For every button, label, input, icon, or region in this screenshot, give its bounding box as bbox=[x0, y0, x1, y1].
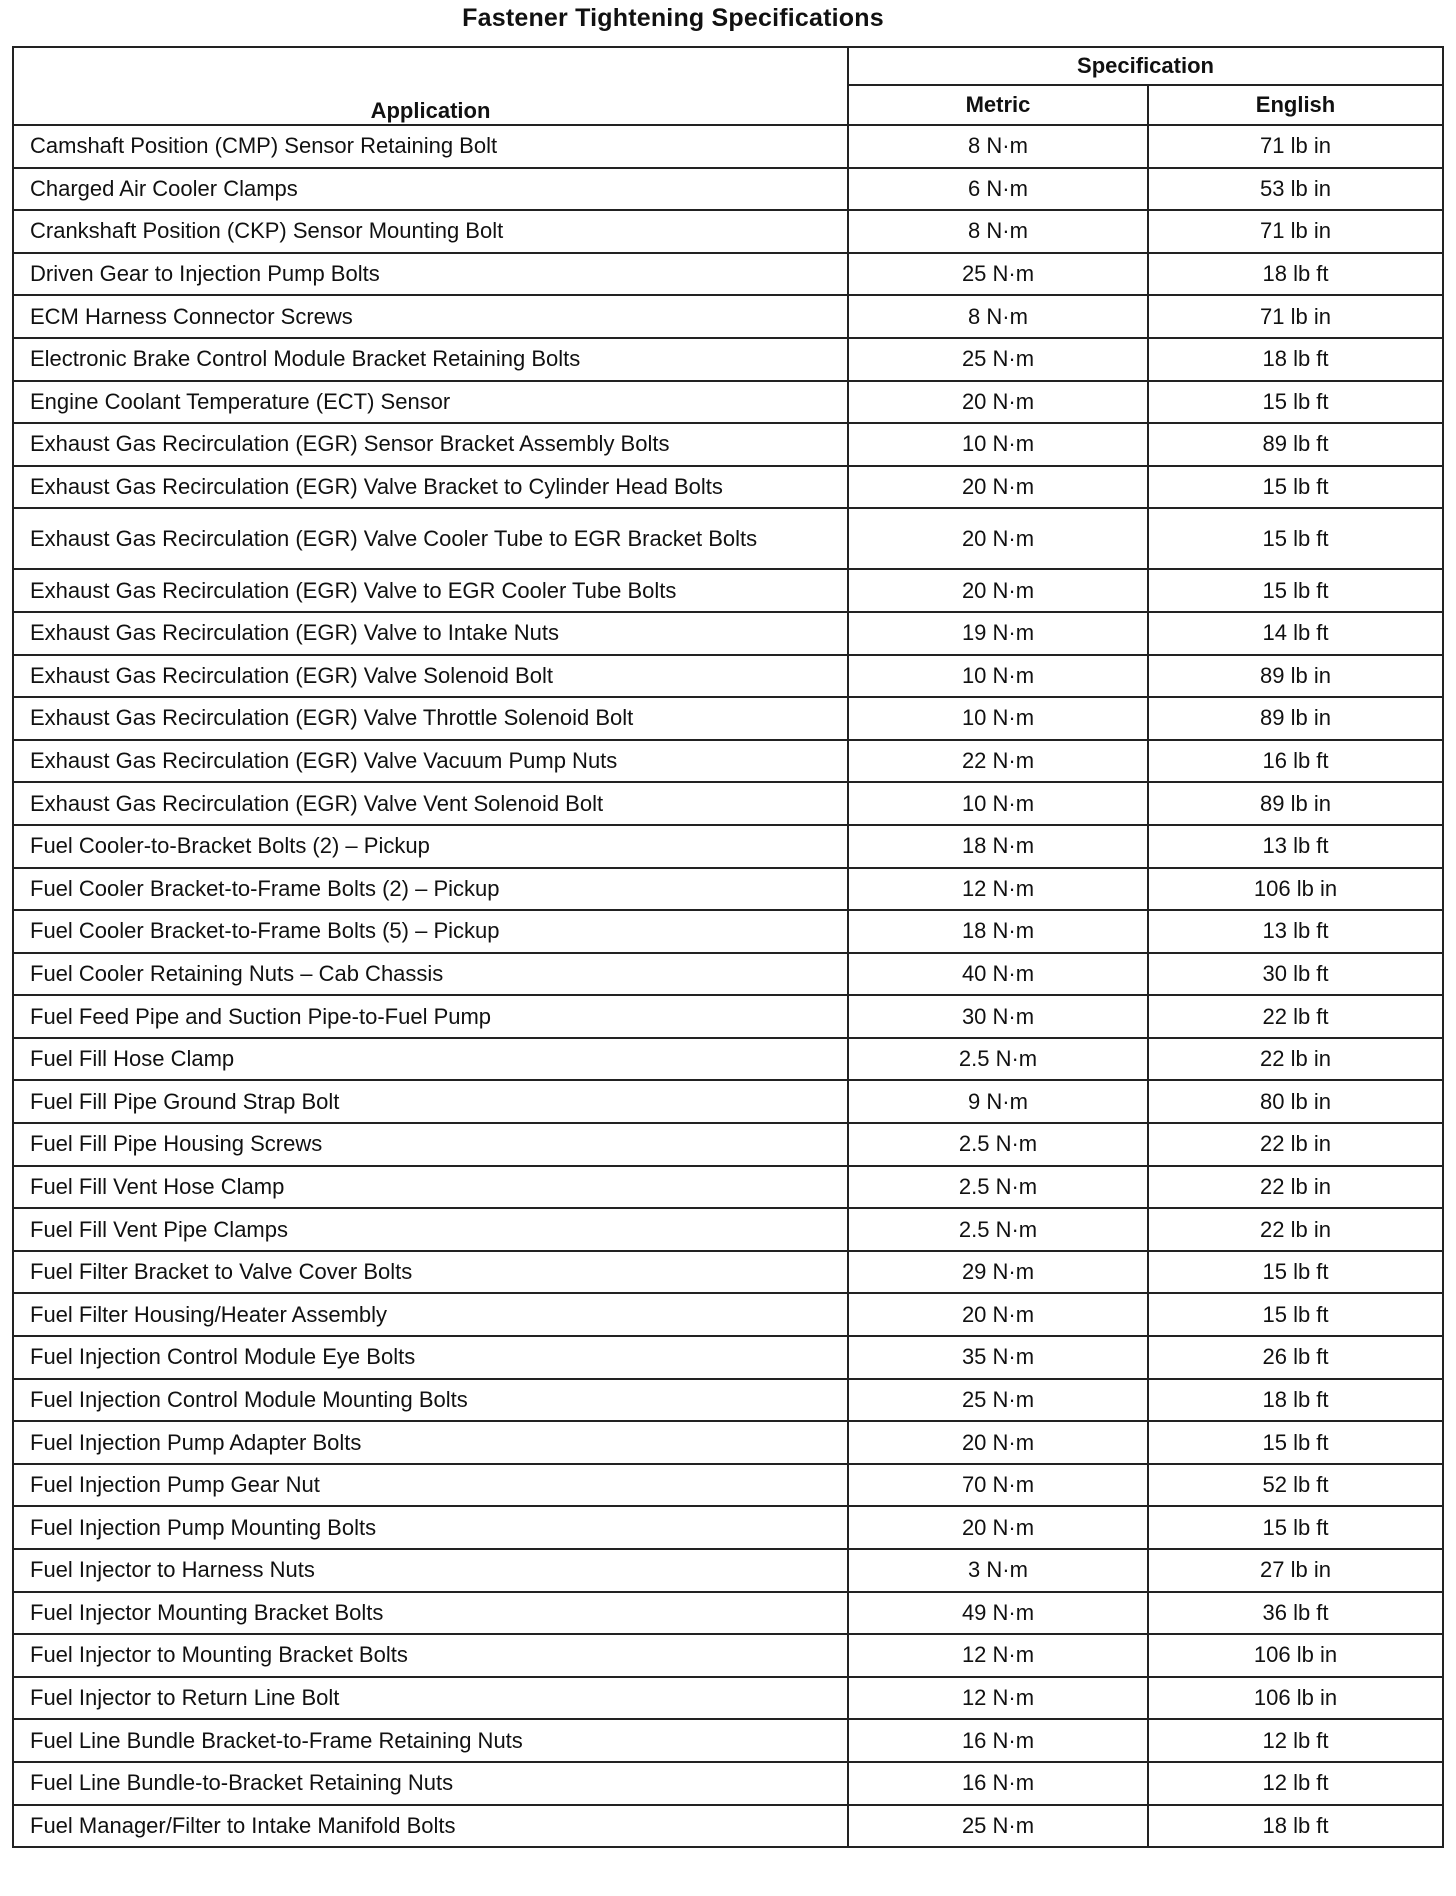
application-cell: Exhaust Gas Recirculation (EGR) Valve Vacuum Pump Nuts bbox=[13, 740, 848, 783]
table-row bbox=[13, 782, 1443, 825]
table-row bbox=[13, 655, 1443, 698]
application-cell: Crankshaft Position (CKP) Sensor Mounting Bolt bbox=[13, 210, 848, 253]
metric-cell: 20 N·m bbox=[848, 1421, 1148, 1464]
english-cell: 15 lb ft bbox=[1148, 1251, 1443, 1294]
english-cell: 89 lb in bbox=[1148, 782, 1443, 825]
application-cell: Exhaust Gas Recirculation (EGR) Valve Bracket to Cylinder Head Bolts bbox=[13, 466, 848, 509]
application-cell: Exhaust Gas Recirculation (EGR) Valve Solenoid Bolt bbox=[13, 655, 848, 698]
english-cell: 106 lb in bbox=[1148, 868, 1443, 911]
table-row bbox=[13, 1251, 1443, 1294]
english-cell: 18 lb ft bbox=[1148, 338, 1443, 381]
metric-cell: 12 N·m bbox=[848, 868, 1148, 911]
table-row bbox=[13, 253, 1443, 296]
table-row bbox=[13, 295, 1443, 338]
application-cell: Engine Coolant Temperature (ECT) Sensor bbox=[13, 381, 848, 424]
table-row bbox=[13, 1421, 1443, 1464]
table-row bbox=[13, 1080, 1443, 1123]
application-cell: Fuel Cooler-to-Bracket Bolts (2) – Pickup bbox=[13, 825, 848, 868]
table-row bbox=[13, 423, 1443, 466]
application-cell: Fuel Manager/Filter to Intake Manifold Bolts bbox=[13, 1805, 848, 1848]
metric-cell: 70 N·m bbox=[848, 1464, 1148, 1507]
table-row bbox=[13, 338, 1443, 381]
metric-cell: 2.5 N·m bbox=[848, 1123, 1148, 1166]
page-title: Fastener Tightening Specifications bbox=[462, 4, 884, 32]
english-cell: 71 lb in bbox=[1148, 125, 1443, 168]
english-cell: 71 lb in bbox=[1148, 210, 1443, 253]
application-cell: Fuel Fill Pipe Ground Strap Bolt bbox=[13, 1080, 848, 1123]
application-cell: Exhaust Gas Recirculation (EGR) Valve Cooler Tube to EGR Bracket Bolts bbox=[13, 508, 848, 569]
application-cell: Fuel Injector to Return Line Bolt bbox=[13, 1677, 848, 1720]
english-cell: 18 lb ft bbox=[1148, 1805, 1443, 1848]
english-cell: 26 lb ft bbox=[1148, 1336, 1443, 1379]
application-cell: Fuel Fill Pipe Housing Screws bbox=[13, 1123, 848, 1166]
application-cell: Fuel Filter Housing/Heater Assembly bbox=[13, 1293, 848, 1336]
english-cell: 14 lb ft bbox=[1148, 612, 1443, 655]
english-cell: 18 lb ft bbox=[1148, 1379, 1443, 1422]
application-cell: Fuel Feed Pipe and Suction Pipe-to-Fuel Pump bbox=[13, 995, 848, 1038]
english-cell: 80 lb in bbox=[1148, 1080, 1443, 1123]
table-row bbox=[13, 825, 1443, 868]
english-cell: 71 lb in bbox=[1148, 295, 1443, 338]
english-cell: 15 lb ft bbox=[1148, 381, 1443, 424]
application-cell: Electronic Brake Control Module Bracket Retaining Bolts bbox=[13, 338, 848, 381]
metric-cell: 20 N·m bbox=[848, 1506, 1148, 1549]
metric-cell: 20 N·m bbox=[848, 1293, 1148, 1336]
english-cell: 15 lb ft bbox=[1148, 508, 1443, 569]
metric-cell: 30 N·m bbox=[848, 995, 1148, 1038]
application-cell: Fuel Cooler Bracket-to-Frame Bolts (2) – Pickup bbox=[13, 868, 848, 911]
table-row bbox=[13, 1719, 1443, 1762]
metric-cell: 9 N·m bbox=[848, 1080, 1148, 1123]
table-row bbox=[13, 995, 1443, 1038]
metric-cell: 10 N·m bbox=[848, 697, 1148, 740]
application-cell: Exhaust Gas Recirculation (EGR) Valve Throttle Solenoid Bolt bbox=[13, 697, 848, 740]
application-cell: Fuel Line Bundle-to-Bracket Retaining Nuts bbox=[13, 1762, 848, 1805]
metric-cell: 40 N·m bbox=[848, 953, 1148, 996]
metric-cell: 12 N·m bbox=[848, 1634, 1148, 1677]
metric-cell: 2.5 N·m bbox=[848, 1208, 1148, 1251]
metric-cell: 10 N·m bbox=[848, 655, 1148, 698]
application-cell: Fuel Fill Vent Hose Clamp bbox=[13, 1166, 848, 1209]
table-row bbox=[13, 612, 1443, 655]
english-cell: 53 lb in bbox=[1148, 168, 1443, 211]
metric-cell: 6 N·m bbox=[848, 168, 1148, 211]
metric-cell: 16 N·m bbox=[848, 1719, 1148, 1762]
metric-cell: 20 N·m bbox=[848, 569, 1148, 612]
application-cell: Exhaust Gas Recirculation (EGR) Valve to EGR Cooler Tube Bolts bbox=[13, 569, 848, 612]
metric-cell: 12 N·m bbox=[848, 1677, 1148, 1720]
application-cell: Fuel Fill Hose Clamp bbox=[13, 1038, 848, 1081]
table-row bbox=[13, 1336, 1443, 1379]
application-cell: ECM Harness Connector Screws bbox=[13, 295, 848, 338]
table-row bbox=[13, 953, 1443, 996]
english-column-header: English bbox=[1148, 85, 1443, 125]
table-row bbox=[13, 1123, 1443, 1166]
english-cell: 106 lb in bbox=[1148, 1677, 1443, 1720]
table-row bbox=[13, 381, 1443, 424]
metric-cell: 18 N·m bbox=[848, 825, 1148, 868]
application-cell: Camshaft Position (CMP) Sensor Retaining Bolt bbox=[13, 125, 848, 168]
metric-cell: 10 N·m bbox=[848, 423, 1148, 466]
english-cell: 15 lb ft bbox=[1148, 1293, 1443, 1336]
english-cell: 106 lb in bbox=[1148, 1634, 1443, 1677]
metric-cell: 18 N·m bbox=[848, 910, 1148, 953]
english-cell: 22 lb in bbox=[1148, 1208, 1443, 1251]
table-row bbox=[13, 168, 1443, 211]
english-cell: 15 lb ft bbox=[1148, 1506, 1443, 1549]
english-cell: 12 lb ft bbox=[1148, 1762, 1443, 1805]
english-cell: 89 lb in bbox=[1148, 655, 1443, 698]
metric-cell: 20 N·m bbox=[848, 508, 1148, 569]
table-row bbox=[13, 1549, 1443, 1592]
english-cell: 27 lb in bbox=[1148, 1549, 1443, 1592]
table-row bbox=[13, 508, 1443, 569]
application-cell: Charged Air Cooler Clamps bbox=[13, 168, 848, 211]
english-cell: 36 lb ft bbox=[1148, 1592, 1443, 1635]
table-row bbox=[13, 1506, 1443, 1549]
application-cell: Exhaust Gas Recirculation (EGR) Valve Vent Solenoid Bolt bbox=[13, 782, 848, 825]
english-cell: 15 lb ft bbox=[1148, 569, 1443, 612]
metric-cell: 2.5 N·m bbox=[848, 1166, 1148, 1209]
table-row bbox=[13, 1805, 1443, 1848]
metric-cell: 35 N·m bbox=[848, 1336, 1148, 1379]
application-cell: Fuel Cooler Bracket-to-Frame Bolts (5) – Pickup bbox=[13, 910, 848, 953]
metric-cell: 25 N·m bbox=[848, 1379, 1148, 1422]
metric-cell: 8 N·m bbox=[848, 125, 1148, 168]
english-cell: 13 lb ft bbox=[1148, 825, 1443, 868]
metric-cell: 8 N·m bbox=[848, 295, 1148, 338]
application-cell: Fuel Cooler Retaining Nuts – Cab Chassis bbox=[13, 953, 848, 996]
table-row bbox=[13, 1592, 1443, 1635]
table-row bbox=[13, 1634, 1443, 1677]
table-row bbox=[13, 1038, 1443, 1081]
table-row bbox=[13, 125, 1443, 168]
application-cell: Fuel Injection Control Module Eye Bolts bbox=[13, 1336, 848, 1379]
english-cell: 22 lb in bbox=[1148, 1166, 1443, 1209]
table-row bbox=[13, 1464, 1443, 1507]
application-cell: Fuel Fill Vent Pipe Clamps bbox=[13, 1208, 848, 1251]
metric-cell: 16 N·m bbox=[848, 1762, 1148, 1805]
metric-cell: 25 N·m bbox=[848, 338, 1148, 381]
application-cell: Fuel Filter Bracket to Valve Cover Bolts bbox=[13, 1251, 848, 1294]
english-cell: 30 lb ft bbox=[1148, 953, 1443, 996]
metric-cell: 25 N·m bbox=[848, 253, 1148, 296]
specifications-table bbox=[12, 46, 1444, 1848]
application-cell: Fuel Injector Mounting Bracket Bolts bbox=[13, 1592, 848, 1635]
table-row bbox=[13, 1293, 1443, 1336]
table-row bbox=[13, 1762, 1443, 1805]
english-cell: 16 lb ft bbox=[1148, 740, 1443, 783]
application-cell: Fuel Line Bundle Bracket-to-Frame Retaining Nuts bbox=[13, 1719, 848, 1762]
metric-cell: 25 N·m bbox=[848, 1805, 1148, 1848]
specification-group-header: Specification bbox=[848, 47, 1443, 85]
english-cell: 89 lb ft bbox=[1148, 423, 1443, 466]
metric-cell: 10 N·m bbox=[848, 782, 1148, 825]
english-cell: 22 lb in bbox=[1148, 1123, 1443, 1166]
table-row bbox=[13, 697, 1443, 740]
english-cell: 13 lb ft bbox=[1148, 910, 1443, 953]
metric-cell: 3 N·m bbox=[848, 1549, 1148, 1592]
metric-cell: 19 N·m bbox=[848, 612, 1148, 655]
application-cell: Fuel Injector to Harness Nuts bbox=[13, 1549, 848, 1592]
english-cell: 89 lb in bbox=[1148, 697, 1443, 740]
metric-cell: 22 N·m bbox=[848, 740, 1148, 783]
table-row bbox=[13, 1166, 1443, 1209]
application-cell: Fuel Injection Pump Mounting Bolts bbox=[13, 1506, 848, 1549]
metric-cell: 49 N·m bbox=[848, 1592, 1148, 1635]
metric-cell: 20 N·m bbox=[848, 466, 1148, 509]
metric-cell: 2.5 N·m bbox=[848, 1038, 1148, 1081]
table-header bbox=[13, 47, 1443, 125]
english-cell: 15 lb ft bbox=[1148, 1421, 1443, 1464]
table-row bbox=[13, 910, 1443, 953]
english-cell: 18 lb ft bbox=[1148, 253, 1443, 296]
table-row bbox=[13, 1677, 1443, 1720]
table-row bbox=[13, 1379, 1443, 1422]
table-row bbox=[13, 740, 1443, 783]
application-cell: Fuel Injection Control Module Mounting Bolts bbox=[13, 1379, 848, 1422]
application-cell: Exhaust Gas Recirculation (EGR) Valve to Intake Nuts bbox=[13, 612, 848, 655]
table-row bbox=[13, 1208, 1443, 1251]
application-cell: Fuel Injection Pump Gear Nut bbox=[13, 1464, 848, 1507]
application-cell: Fuel Injector to Mounting Bracket Bolts bbox=[13, 1634, 848, 1677]
table-body bbox=[13, 125, 1443, 1847]
table-row bbox=[13, 569, 1443, 612]
english-cell: 22 lb in bbox=[1148, 1038, 1443, 1081]
table-row bbox=[13, 210, 1443, 253]
metric-cell: 8 N·m bbox=[848, 210, 1148, 253]
metric-column-header: Metric bbox=[848, 85, 1148, 125]
metric-cell: 29 N·m bbox=[848, 1251, 1148, 1294]
application-cell: Fuel Injection Pump Adapter Bolts bbox=[13, 1421, 848, 1464]
table-row bbox=[13, 466, 1443, 509]
english-cell: 22 lb ft bbox=[1148, 995, 1443, 1038]
application-cell: Driven Gear to Injection Pump Bolts bbox=[13, 253, 848, 296]
application-column-header: Application bbox=[13, 47, 848, 125]
english-cell: 12 lb ft bbox=[1148, 1719, 1443, 1762]
english-cell: 52 lb ft bbox=[1148, 1464, 1443, 1507]
english-cell: 15 lb ft bbox=[1148, 466, 1443, 509]
table-row bbox=[13, 868, 1443, 911]
application-cell: Exhaust Gas Recirculation (EGR) Sensor Bracket Assembly Bolts bbox=[13, 423, 848, 466]
metric-cell: 20 N·m bbox=[848, 381, 1148, 424]
